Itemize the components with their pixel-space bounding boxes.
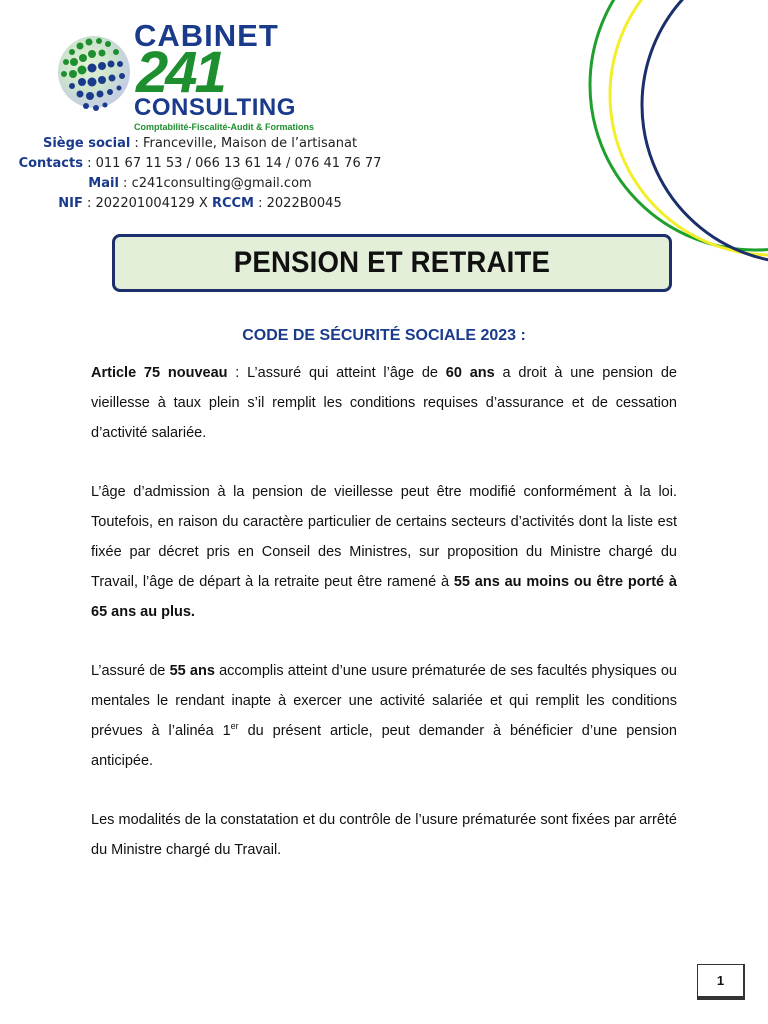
paragraph-3	[91, 656, 677, 776]
article-label: Article 75 nouveau	[91, 365, 228, 381]
contact-phones	[0, 154, 400, 174]
p3-text-b: accomplis atteint d’une usure prématurée de ses facultés physiques ou mentales le rendant inapte à exercer une activité salariée et qui remplit les conditions prévues à l’alinéa 1	[91, 663, 677, 739]
body-text	[91, 358, 677, 894]
logo-tagline: Comptabilité-Fiscalité-Audit & Formations	[134, 122, 315, 132]
paragraph-1	[91, 358, 677, 448]
age-55: 55 ans	[169, 663, 215, 679]
logo-line-consulting: CONSULTING	[134, 94, 296, 121]
contact-nif-rccm	[0, 194, 400, 214]
page-title: PENSION ET RETRAITE	[233, 246, 551, 279]
company-logo	[134, 18, 315, 134]
p3-text-c: du présent article, peut demander à bénéficier d’une pension anticipée.	[91, 723, 677, 769]
contact-mail	[0, 174, 400, 194]
p3-text-a: L’assuré de	[91, 663, 170, 679]
arc-yellow	[610, 0, 768, 255]
arc-green	[590, 0, 768, 250]
contact-siege	[0, 134, 400, 154]
contact-block	[0, 134, 400, 214]
age-range: 55 ans au moins ou être porté à 65 ans au plus.	[91, 574, 677, 620]
rccm-label: RCCM	[211, 196, 254, 211]
rccm-value: : 2022B0045	[253, 196, 342, 211]
nif-label: NIF	[58, 196, 83, 211]
superscript-er: er	[230, 721, 239, 732]
page-number-value: 1	[716, 973, 725, 988]
contacts-label: Contacts	[18, 156, 83, 171]
logo-line-241: 241	[136, 40, 224, 105]
page-number	[697, 964, 745, 1000]
arc-navy	[642, 0, 768, 263]
nif-value: : 202201004129 X	[82, 196, 212, 211]
siege-value: : Franceville, Maison de l’artisanat	[130, 136, 358, 151]
p1-text-b: a droit à une pension de vieillesse à taux plein s’il remplit les conditions requises d’assurance et de cessation d’activité salariée.	[91, 365, 677, 441]
p1-text-a: : L’assuré qui atteint l’âge de	[227, 365, 446, 381]
p2-text: L’âge d’admission à la pension de vieillesse peut être modifié conformément à la loi. Toutefois, en raison du caractère particulier de certains secteurs d’activités dont la liste est fixée par décret pris en Conseil des Ministres, sur proposition du Ministre chargé du Travail, l’âge de départ à la retraite peut être ramené à	[91, 484, 677, 590]
section-subtitle: CODE DE SÉCURITÉ SOCIALE 2023 :	[242, 327, 526, 344]
contacts-value: : 011 67 11 53 / 066 13 61 14 / 076 41 76 77	[82, 156, 382, 171]
mail-label: Mail	[88, 176, 119, 191]
mail-value: : c241consulting@gmail.com	[118, 176, 312, 191]
logo-line-cabinet: CABINET	[134, 18, 279, 53]
paragraph-2	[91, 477, 677, 627]
paragraph-4: Les modalités de la constatation et du contrôle de l’usure prématurée sont fixées par arrêté du Ministre chargé du Travail.	[91, 812, 677, 858]
siege-label: Siège social	[42, 136, 131, 151]
globe-logo-icon	[52, 22, 134, 118]
title-box	[112, 234, 672, 292]
age-60: 60 ans	[445, 365, 495, 381]
